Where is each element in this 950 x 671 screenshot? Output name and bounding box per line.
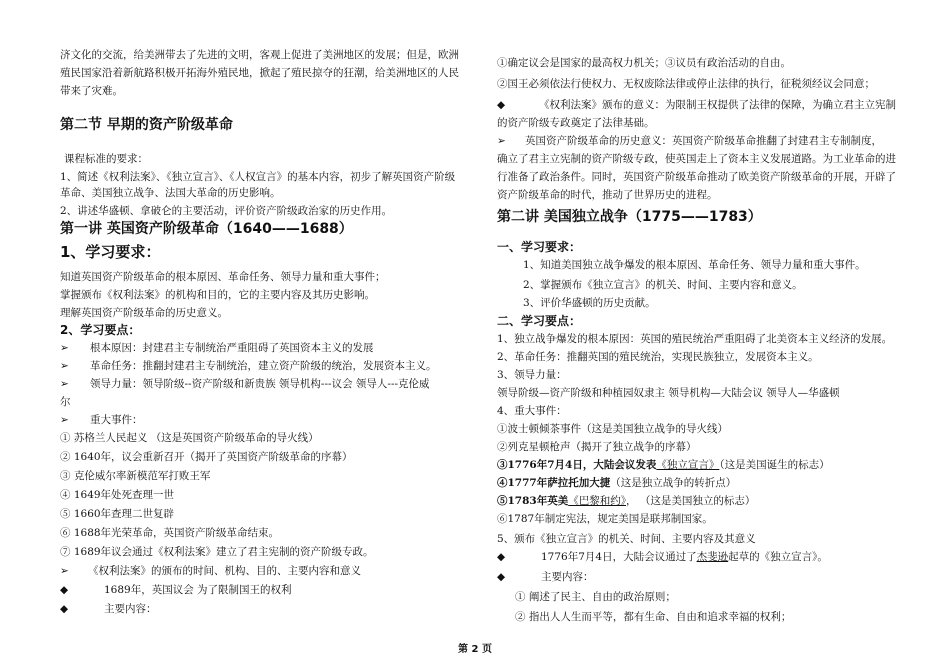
us-event-1: ①波士顿倾茶事件（这是美国独立战争的导火线） — [497, 423, 728, 435]
bill-content-title: 主要内容： — [104, 603, 157, 615]
declaration-content-title: 主要内容： — [541, 571, 594, 583]
events-title: 重大事件： — [90, 414, 143, 426]
bill-meaning-1: 《权利法案》颁布的意义：为限制王权提供了法律的保障，为确立君主立宪制 — [539, 99, 896, 111]
rev-meaning-4: 资产阶级革命的时代，推动了世界历史的进程。 — [497, 189, 718, 201]
lecture2-points-title: 二、学习要点： — [497, 314, 582, 328]
lecture1-title: 第一讲 英国资产阶级革命（1640——1688） — [60, 221, 353, 237]
declaration-adoption — [541, 550, 828, 564]
diamond-icon: ◆ — [497, 571, 506, 583]
arrow-icon: ➢ — [60, 378, 69, 390]
lecture2-req-2: 2、掌握颁布《独立宣言》的机关、时间、主要内容和意义。 — [523, 279, 803, 291]
event-7: ⑦ 1689年议会通过《权利法案》建立了君主宪制的资产阶级专政。 — [60, 546, 374, 558]
us-event-3-doc: 《独立宣言》 — [656, 459, 720, 471]
point-leadership-detail: 领导阶级—资产阶级和种植园奴隶主 领导机构—大陆会议 领导人—华盛顿 — [497, 387, 840, 399]
lecture2-req-1: 1、知道美国独立战争爆发的根本原因、革命任务、领导力量和重大事件。 — [523, 259, 866, 271]
point-task: 革命任务：推翻封建君主专制统治，建立资产阶级的统治，发展资本主义。 — [90, 360, 437, 372]
arrow-icon: ➢ — [497, 135, 506, 147]
lecture1-points-title: 2、学习要点： — [60, 323, 141, 337]
standards-line-2: 革命、美国独立战争、法国大革命的历史影响。 — [60, 187, 281, 199]
lecture2-title: 第二讲 美国独立战争（1775——1783） — [497, 209, 762, 225]
section-title: 第二节 早期的资产阶级革命 — [60, 117, 233, 133]
standards-title: 课程标准的要求： — [64, 153, 148, 165]
point-task: 2、革命任务：推翻英国的殖民统治，实现民族独立，发展资本主义。 — [497, 351, 819, 363]
us-event-3-note: （这是美国诞生的标志） — [719, 459, 830, 471]
page-number: 第 2 页 — [458, 644, 492, 655]
point-root-cause: 根本原因：封建君主专制统治严重阻碍了英国资本主义的发展 — [90, 342, 374, 354]
us-event-2: ②列克星顿枪声（揭开了独立战争的序幕） — [497, 441, 697, 453]
bill-question: 《权利法案》的颁布的时间、机构、目的、主要内容和意义 — [88, 565, 361, 577]
bill-item-1: ①确定议会是国家的最高权力机关；③议员有政治活动的自由。 — [497, 57, 791, 69]
declaration-item-2: ② 指出人人生而平等，都有生命、自由和追求幸福的权利； — [515, 611, 792, 623]
standards-line-1: 1、简述《权利法案》、《独立宣言》、《人权宣言》的基本内容，初步了解英国资产阶级 — [60, 171, 456, 183]
lecture1-req-1: 知道英国资产阶级革命的根本原因、革命任务、领导力量和重大事件； — [60, 271, 386, 283]
point-leadership-cont: 尔 — [60, 396, 71, 408]
declaration-question: 5、颁布《独立宣言》的机关、时间、主要内容及其意义 — [497, 533, 756, 545]
diamond-icon: ◆ — [60, 584, 69, 596]
diamond-icon: ◆ — [497, 551, 506, 563]
intro-line-2: 殖民国家沿着新航路积极开拓海外殖民地，掀起了殖民掠夺的狂潮，给美洲地区的人民 — [60, 67, 459, 79]
declaration-adoption-a: 1776年7月4日，大陆会议通过了 — [541, 551, 697, 563]
point-leadership: 领导力量：领导阶级--资产阶级和新贵族 领导机构---议会 领导人---克伦威 — [90, 378, 430, 390]
arrow-icon: ➢ — [60, 414, 69, 426]
rev-meaning-3: 行准备了政治条件。同时，英国资产阶级革命推动了欧美资产阶级革命的开展，开辟了 — [497, 171, 896, 183]
event-2: ② 1640年，议会重新召开（揭开了英国资产阶级革命的序幕） — [60, 451, 353, 463]
lecture1-req-2: 掌握颁布《权利法案》的机构和目的，它的主要内容及其历史影响。 — [60, 289, 375, 301]
us-event-3-date: ③1776年7月4日，大陆会议发表 — [497, 459, 657, 471]
us-event-3 — [497, 458, 830, 472]
standards-line-3: 2、讲述华盛顿、拿破仑的主要活动，评价资产阶级政治家的历史作用。 — [60, 205, 393, 217]
intro-line-1: 济文化的交流，给美洲带去了先进的文明，客观上促进了美洲地区的发展；但是，欧洲 — [60, 49, 459, 61]
bill-meaning-2: 的资产阶级专政奠定了法律基础。 — [497, 117, 655, 129]
point-cause: 1、独立战争爆发的根本原因：英国的殖民统治严重阻碍了北美资本主义经济的发展。 — [497, 333, 893, 345]
us-event-5-note: ， （这是美国独立的标志） — [625, 495, 756, 507]
lecture1-req-3: 理解英国资产阶级革命的历史意义。 — [60, 307, 228, 319]
bill-item-2: ②国王必须依法行使权力、无权废除法律或停止法律的执行，征税须经议会同意； — [497, 78, 875, 90]
declaration-author: 杰斐逊 — [696, 551, 729, 563]
lecture1-req-title: 1、学习要求： — [60, 243, 161, 261]
declaration-item-1: ① 阐述了民主、自由的政治原则； — [515, 591, 676, 603]
declaration-adoption-b: 起草的《独立宣言》。 — [728, 551, 828, 563]
event-1: ① 苏格兰人民起义 （这是英国资产阶级革命的导火线） — [60, 432, 319, 444]
lecture2-req-3: 3、评价华盛顿的历史贡献。 — [523, 297, 656, 309]
us-event-6: ⑥1787年制定宪法，规定美国是联邦制国家。 — [497, 513, 713, 525]
lecture2-req-title: 一、学习要求： — [497, 240, 582, 254]
event-6: ⑥ 1688年光荣革命，英国资产阶级革命结束。 — [60, 527, 280, 539]
event-3: ③ 克伦威尔率新模范军打败王军 — [60, 470, 211, 482]
arrow-icon: ➢ — [60, 565, 69, 577]
arrow-icon: ➢ — [60, 360, 69, 372]
us-event-5 — [497, 494, 755, 508]
event-5: ⑤ 1660年查理二世复辟 — [60, 508, 175, 520]
us-event-5-doc: 《巴黎和约》 — [568, 495, 626, 507]
us-event-4-date: ④1777年萨拉托加大捷 — [497, 477, 611, 489]
bill-time: 1689年，英国议会 为了限制国王的权利 — [104, 584, 292, 596]
us-event-5-date: ⑤1783年英美 — [497, 495, 569, 507]
rev-meaning-2: 确立了君主立宪制的资产阶级专政，使英国走上了资本主义发展道路。为工业革命的进 — [497, 153, 896, 165]
point-events-title: 4、重大事件： — [497, 405, 567, 417]
point-leadership-title: 3、领导力量： — [497, 369, 567, 381]
intro-line-3: 带来了灾难。 — [60, 85, 123, 97]
us-event-4-note: （这是独立战争的转折点） — [610, 477, 737, 489]
rev-meaning-1: 英国资产阶级革命的历史意义：英国资产阶级革命推翻了封建君主专制制度， — [525, 135, 882, 147]
us-event-4 — [497, 476, 736, 490]
diamond-icon: ◆ — [497, 99, 506, 111]
arrow-icon: ➢ — [60, 342, 69, 354]
event-4: ④ 1649年处死查理一世 — [60, 489, 175, 501]
diamond-icon: ◆ — [60, 603, 69, 615]
